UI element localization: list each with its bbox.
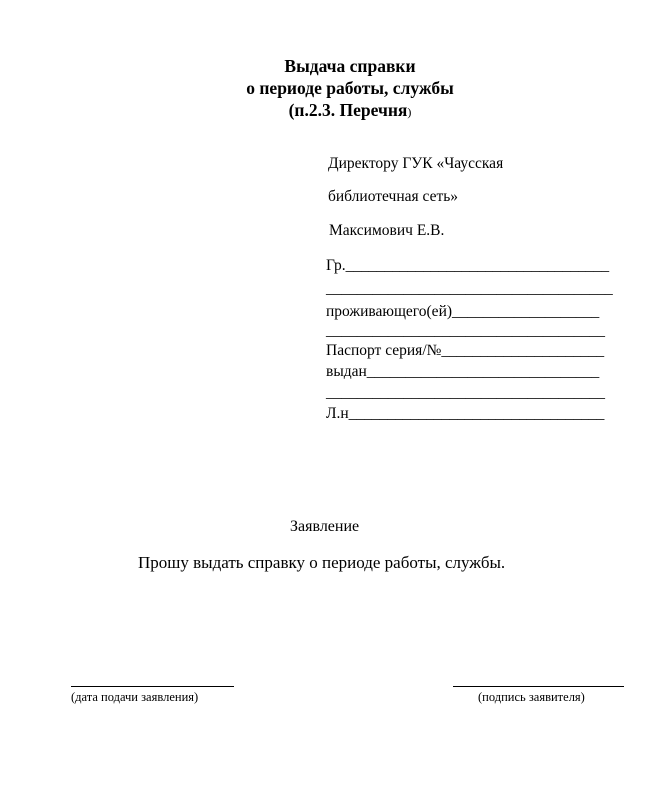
- personal-number-field: Л.н_________________________________: [326, 405, 605, 422]
- statement-body: Прошу выдать справку о периоде работы, службы.: [138, 553, 506, 572]
- document-title-line-2: о периоде работы, службы: [246, 78, 454, 98]
- citizen-field-continuation: _____________________________________: [326, 280, 613, 297]
- date-signature-line: [71, 686, 234, 687]
- citizen-field: Гр.__________________________________: [326, 257, 610, 274]
- addressee-line-2: библиотечная сеть»: [328, 188, 459, 205]
- signature-caption: (подпись заявителя): [478, 690, 585, 704]
- addressee-line-3: Максимович Е.В.: [329, 222, 445, 239]
- passport-field: Паспорт серия/№_____________________: [326, 342, 605, 359]
- statement-title: Заявление: [290, 518, 360, 535]
- residence-field: проживающего(ей)___________________: [326, 303, 600, 320]
- document-title-line-3: [0, 100, 654, 123]
- issued-by-field-continuation: ____________________________________: [326, 384, 605, 401]
- date-caption: (дата подачи заявления): [71, 690, 199, 704]
- document-title-line-1: Выдача справки: [284, 56, 416, 76]
- list-reference-close: ): [407, 105, 412, 119]
- addressee-line-1: Директору ГУК «Чаусская: [328, 155, 504, 172]
- list-reference: (п.2.3. Перечня: [288, 100, 408, 120]
- issued-by-field: выдан______________________________: [326, 363, 600, 380]
- applicant-signature-line: [453, 686, 624, 687]
- residence-field-continuation: ____________________________________: [326, 322, 605, 339]
